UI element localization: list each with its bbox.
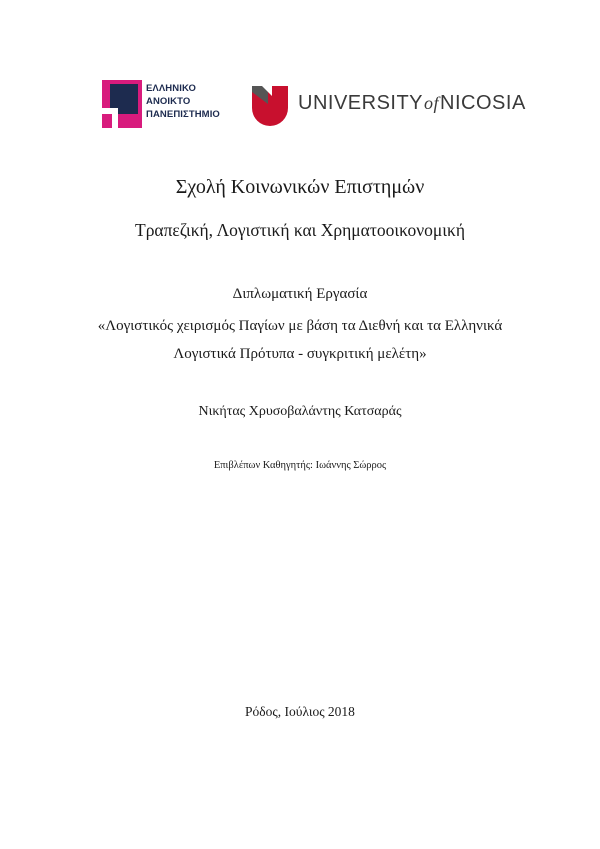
school-name: Σχολή Κοινωνικών Επιστημών bbox=[175, 176, 425, 198]
thesis-title-line-1: «Λογιστικός χειρισμός Παγίων με βάση τα Διεθνή και τα Ελληνικά bbox=[97, 318, 503, 334]
university-of-nicosia-logo bbox=[250, 84, 526, 128]
department-name: Τραπεζική, Λογιστική και Χρηματοοικονομική bbox=[135, 220, 465, 240]
hou-line-1: ΕΛΛΗΝΙΚΟ bbox=[146, 83, 196, 94]
hou-emblem-icon bbox=[100, 78, 144, 130]
hou-wordmark bbox=[146, 82, 220, 121]
unic-shield-icon bbox=[250, 84, 290, 128]
unic-wordmark bbox=[298, 92, 526, 115]
unic-word-of: of bbox=[424, 93, 440, 113]
author-name: Νικήτας Χρυσοβαλάντης Κατσαράς bbox=[198, 404, 402, 419]
logo-bar bbox=[100, 78, 526, 134]
unic-word-nicosia: NICOSIA bbox=[440, 92, 526, 114]
place-date: Ρόδος, Ιούλιος 2018 bbox=[245, 704, 355, 719]
thesis-title-line-2: Λογιστικά Πρότυπα - συγκριτική μελέτη» bbox=[173, 346, 427, 362]
hellenic-open-university-logo bbox=[100, 78, 240, 134]
document-type: Διπλωματική Εργασία bbox=[232, 286, 368, 302]
supervisor-line: Επιβλέπων Καθηγητής: Ιωάννης Σώρρος bbox=[213, 460, 387, 471]
hou-line-2: ΑΝΟΙΚΤΟ bbox=[146, 96, 191, 107]
unic-word-university: UNIVERSITY bbox=[298, 92, 424, 114]
hou-line-3: ΠΑΝΕΠΙΣΤΗΜΙΟ bbox=[146, 109, 220, 120]
